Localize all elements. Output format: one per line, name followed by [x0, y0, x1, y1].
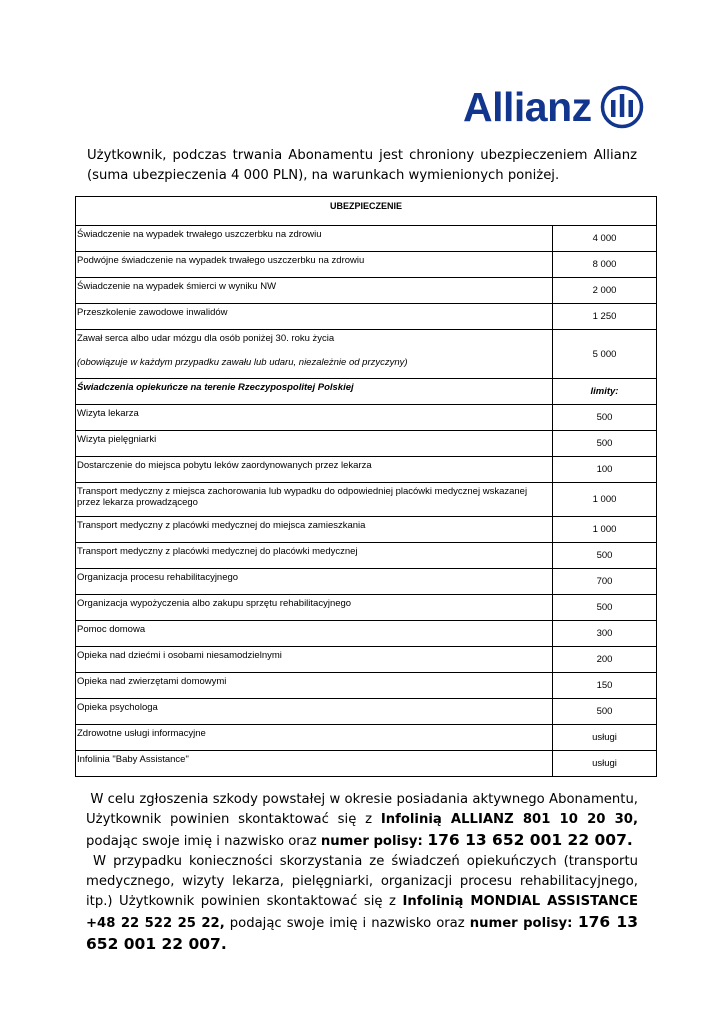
table-row	[76, 278, 657, 304]
row-value: 500	[553, 431, 657, 457]
insurance-table	[75, 196, 657, 777]
table-row	[76, 647, 657, 673]
row-note: (obowiązuje w każdym przypadku zawału lub udaru, niezależnie od przyczyny)	[77, 357, 408, 368]
row-label: Świadczenie na wypadek śmierci w wyniku NW	[76, 278, 553, 304]
table-row	[76, 330, 657, 379]
row-label: Podwójne świadczenie na wypadek trwałego uszczerbku na zdrowiu	[76, 252, 553, 278]
table-row	[76, 252, 657, 278]
row-label: Transport medyczny z miejsca zachorowania lub wypadku do odpowiedniej placówki medycznej wskazanej przez lekarza prowadzącego	[76, 483, 553, 517]
row-value: 5 000	[553, 330, 657, 379]
policy-number-2: 176 13 652 001 22 007.	[86, 913, 638, 953]
table-row	[76, 621, 657, 647]
intro-paragraph: Użytkownik, podczas trwania Abonamentu jest chroniony ubezpieczeniem Allianz (suma ubezpieczenia 4 000 PLN), na warunkach wymienionych poniżej.	[87, 148, 637, 183]
row-label: Wizyta lekarza	[76, 405, 553, 431]
row-value: 1 250	[553, 304, 657, 330]
table-header: UBEZPIECZENIE	[76, 197, 657, 226]
row-label: Organizacja wypożyczenia albo zakupu sprzętu rehabilitacyjnego	[76, 595, 553, 621]
row-label: Opieka nad dziećmi i osobami niesamodzielnymi	[76, 647, 553, 673]
mondial-hotline: Infolinią MONDIAL ASSISTANCE +48 22 522 25 22,	[86, 894, 638, 931]
row-value: 500	[553, 405, 657, 431]
row-value: 500	[553, 595, 657, 621]
row-label: Organizacja procesu rehabilitacyjnego	[76, 569, 553, 595]
row-value: limity:	[553, 379, 657, 405]
row-label: Zawał serca albo udar mózgu dla osób poniżej 30. roku życia (obowiązuje w każdym przypadku zawału lub udaru, niezależnie od przyczyny)	[76, 330, 553, 379]
table-row	[76, 595, 657, 621]
allianz-eagle-icon	[600, 85, 644, 129]
row-value: 8 000	[553, 252, 657, 278]
row-label: Wizyta pielęgniarki	[76, 431, 553, 457]
row-label: Dostarczenie do miejsca pobytu leków zaordynowanych przez lekarza	[76, 457, 553, 483]
table-row	[76, 431, 657, 457]
table-row	[76, 405, 657, 431]
row-value: 150	[553, 673, 657, 699]
care-section-header	[76, 379, 657, 405]
row-label: Transport medyczny z placówki medycznej do miejsca zamieszkania	[76, 517, 553, 543]
table-row	[76, 543, 657, 569]
table-row	[76, 304, 657, 330]
row-value: 1 000	[553, 483, 657, 517]
row-label: Zdrowotne usługi informacyjne	[76, 725, 553, 751]
table-row	[76, 725, 657, 751]
row-value: usługi	[553, 751, 657, 777]
table-row	[76, 751, 657, 777]
row-value: usługi	[553, 725, 657, 751]
row-label: Opieka nad zwierzętami domowymi	[76, 673, 553, 699]
row-label: Transport medyczny z placówki medycznej do placówki medycznej	[76, 543, 553, 569]
row-label: Świadczenie na wypadek trwałego uszczerbku na zdrowiu	[76, 226, 553, 252]
allianz-hotline: Infolinią ALLIANZ 801 10 20 30,	[380, 812, 638, 827]
row-value: 1 000	[553, 517, 657, 543]
row-value: 2 000	[553, 278, 657, 304]
table-row	[76, 517, 657, 543]
table-row	[76, 699, 657, 725]
row-value: 100	[553, 457, 657, 483]
row-value: 200	[553, 647, 657, 673]
table-row	[76, 457, 657, 483]
row-value: 700	[553, 569, 657, 595]
row-value: 500	[553, 543, 657, 569]
row-label: Infolinia "Baby Assistance"	[76, 751, 553, 777]
row-value: 500	[553, 699, 657, 725]
row-label: Świadczenia opiekuńcze na terenie Rzeczypospolitej Polskiej	[76, 379, 553, 405]
table-row	[76, 569, 657, 595]
claims-paragraph-mondial: W przypadku konieczności skorzystania ze świadczeń opiekuńczych (transportu medycznego, wizyty lekarza, pielęgniarki, organizacji procesu rehabilitacyjnego, itp.) Użytkownik powinien skontaktować się z Infolinią MONDIAL ASSISTANCE +48 22 522 25 22, podając swoje imię i nazwisko oraz numer polisy: 176 13 652 001 22 007.	[86, 854, 639, 953]
brand-name: Allianz	[463, 84, 592, 130]
row-label: Pomoc domowa	[76, 621, 553, 647]
table-row	[76, 226, 657, 252]
row-label: Przeszkolenie zawodowe inwalidów	[76, 304, 553, 330]
row-label: Opieka psychologa	[76, 699, 553, 725]
table-row	[76, 483, 657, 517]
table-row	[76, 673, 657, 699]
claims-paragraph-allianz: W celu zgłoszenia szkody powstałej w okresie posiadania aktywnego Abonamentu, Użytkownik powinien skontaktować się z Infolinią ALLIANZ 801 10 20 30, podając swoje imię i nazwisko oraz numer polisy: 176 13 652 001 22 007.	[86, 792, 638, 849]
policy-number: 176 13 652 001 22 007.	[427, 831, 633, 849]
claims-info	[86, 790, 638, 956]
allianz-logo	[463, 84, 644, 130]
row-value: 300	[553, 621, 657, 647]
row-value: 4 000	[553, 226, 657, 252]
